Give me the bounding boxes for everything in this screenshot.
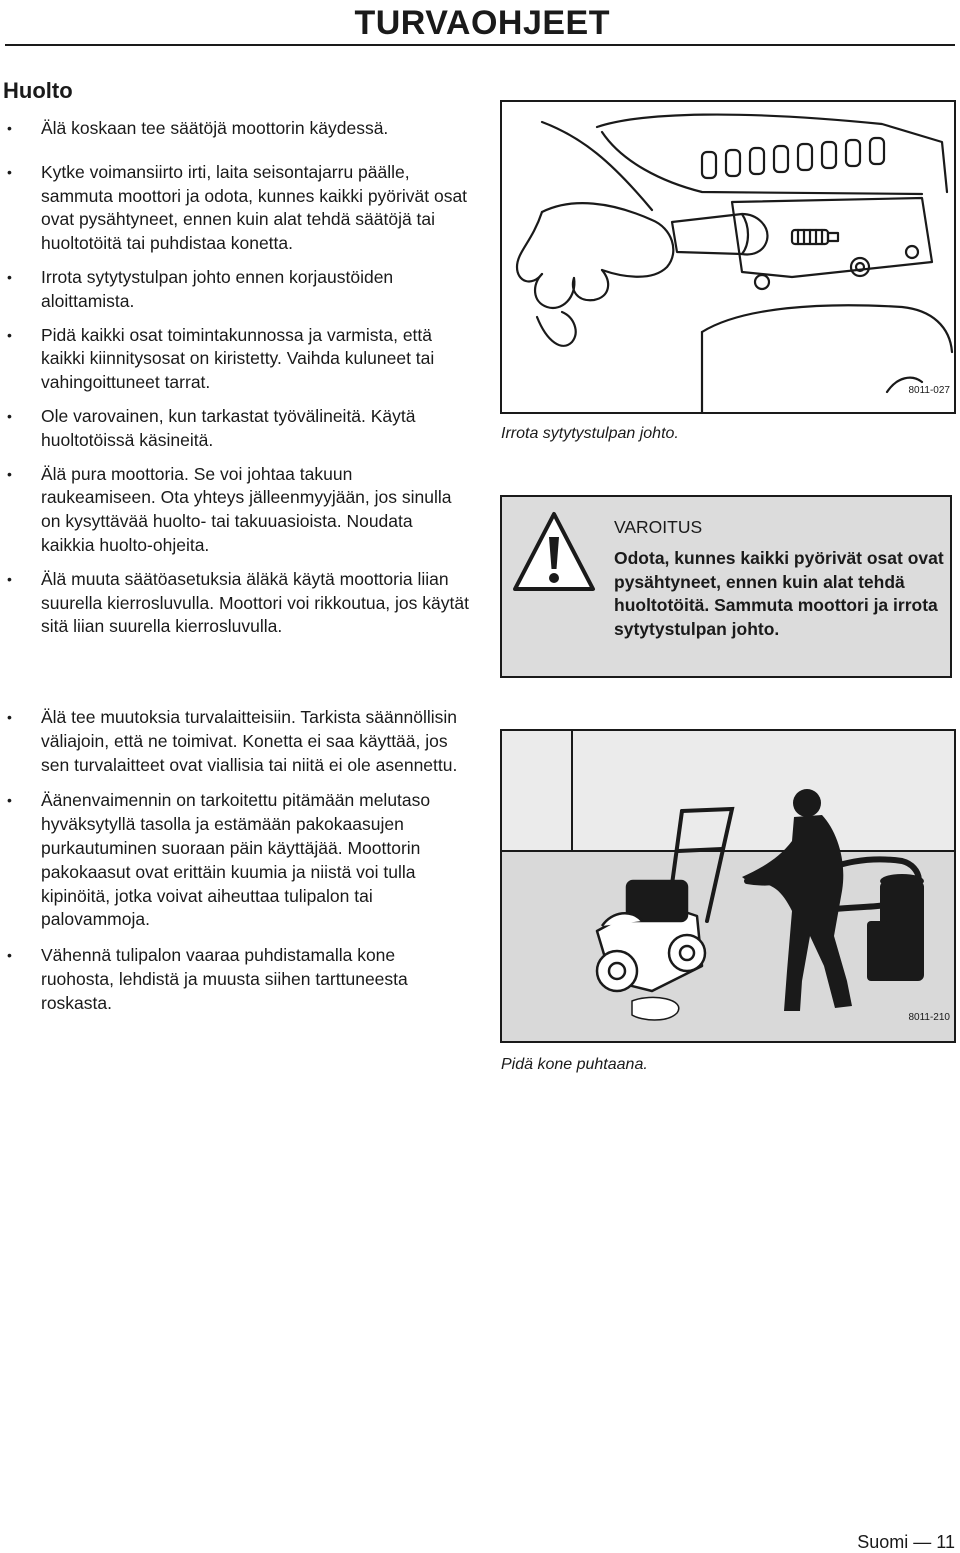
list-item: • Älä tee muutoksia turvalaitteisiin. Tarkista säännöllisin väliajoin, että ne toimivat. Konetta ei saa käyttää, jos sen turvalaitteet ovat viallisia tai niitä ei ole asennettu. (0, 706, 470, 777)
maintenance-list-top (0, 117, 470, 639)
list-item: • Älä pura moottoria. Se voi johtaa takuun raukeamiseen. Ota yhteys jälleenmyyjään, jos sinulla on kysyttävää huolto- tai takuuasioista. Noudata kaikkia huolto-ohjeita. (0, 463, 470, 558)
page-footer: Suomi — 11 (857, 1532, 955, 1552)
operator-cleaning-illustration (500, 729, 956, 1043)
figure-caption: Pidä kone puhtaana. (501, 1056, 648, 1073)
list-item: • Vähennä tulipalon vaaraa puhdistamalla kone ruohosta, lehdistä ja muusta siihen tarttuneesta roskasta. (0, 944, 470, 1015)
list-item: • Älä koskaan tee säätöjä moottorin käydessä. (0, 117, 470, 141)
operator-machine-drawing (502, 731, 954, 1041)
warning-title: VAROITUS (614, 517, 703, 537)
warning-triangle-icon (512, 511, 596, 593)
list-item: • Ole varovainen, kun tarkastat työvälineitä. Käytä huoltotöissä käsineitä. (0, 405, 470, 453)
figure-caption: Irrota sytytystulpan johto. (501, 425, 679, 442)
list-item: • Äänenvaimennin on tarkoitettu pitämään melutaso hyväksytyllä tasolla ja estämään pakokaasujen purkautuminen suoraan päin käyttäjää. Moottorin pakokaasut ovat erittäin kuumia ja niistä voi tulla kipinöitä, jotka voivat aiheuttaa tulipalon tai palovammoja. (0, 789, 470, 932)
title-rule (5, 44, 955, 46)
spark-plug-drawing (502, 102, 954, 412)
warning-text: Odota, kunnes kaikki pyörivät osat ovat pysähtyneet, ennen kuin alat tehdä huoltotöitä. Sammuta moottori ja irrota sytytystulpan johto. (614, 548, 944, 639)
maintenance-list-bottom (0, 706, 470, 1016)
page-title: TURVAOHJEET (354, 4, 610, 42)
list-item: • Pidä kaikki osat toimintakunnossa ja varmista, että kaikki kiinnitysosat on kiristetty. Vaihda kuluneet tai vahingoittuneet tarrat. (0, 324, 470, 395)
section-heading: Huolto (3, 78, 73, 103)
warning-box (500, 495, 952, 678)
figure-code: 8011-027 (908, 385, 950, 396)
list-item: • Kytke voimansiirto irti, laita seisontajarru päälle, sammuta moottori ja odota, kunnes kaikki pyörivät osat ovat pysähtyneet, ennen kuin alat tehdä säätöjä tai huoltotöitä tai puhdistaa konetta. (0, 161, 470, 256)
spark-plug-illustration (500, 100, 956, 414)
figure-code: 8011-210 (908, 1012, 950, 1023)
list-item: • Älä muuta säätöasetuksia äläkä käytä moottoria liian suurella kierrosluvulla. Moottori voi rikkoutua, jos käytät sitä liian suurella kierrosluvulla. (0, 568, 470, 639)
list-item: • Irrota sytytystulpan johto ennen korjaustöiden aloittamista. (0, 266, 470, 314)
